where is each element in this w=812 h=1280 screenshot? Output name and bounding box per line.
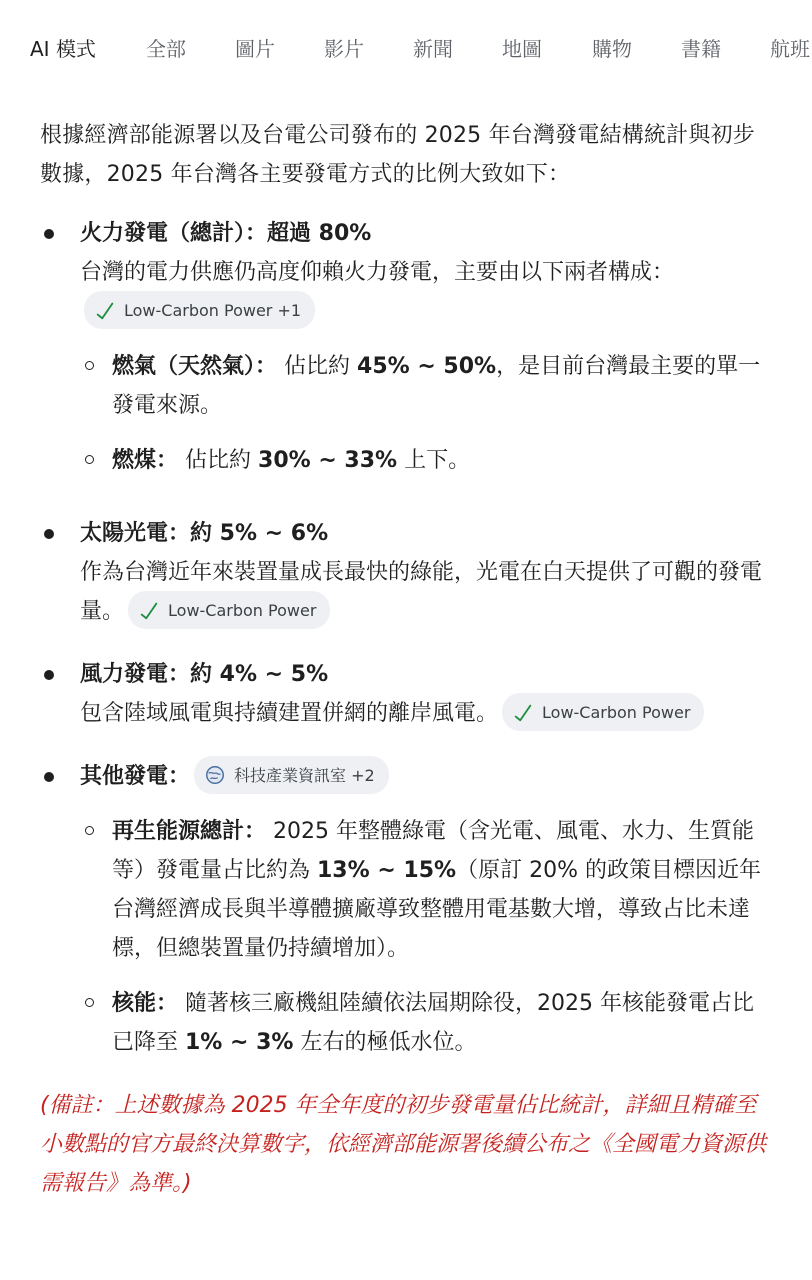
ai-answer [40, 116, 772, 1225]
source-chip[interactable] [502, 693, 704, 731]
tab-shopping[interactable]: 購物 [592, 37, 632, 61]
bullet-description [80, 253, 772, 331]
intro-paragraph: 根據經濟部能源署以及台電公司發布的 2025 年台灣發電結構統計與初步數據，2025 年台灣各主要發電方式的比例大致如下： [40, 123, 755, 187]
sub-item-text: 隨著核三廠機組陸續依法屆期除役，2025 年核能發電占比已降至 [112, 991, 754, 1055]
bullet-description [80, 553, 772, 631]
sub-item-text: 2025 年整體綠電（含光電、風電、水力、生質能等）發電量占比約為 [112, 819, 754, 883]
sub-item-label: 燃煤： [112, 448, 179, 473]
tab-maps[interactable]: 地圖 [502, 37, 542, 61]
sub-bullet-ring [85, 361, 94, 370]
bullet-other [40, 757, 772, 1062]
bullet-title: 風力發電：約 4% ~ 5% [80, 662, 329, 687]
sub-item-text: ，是目前台灣最主要的單一發電來源。 [112, 354, 761, 418]
bullet-dot [44, 229, 54, 239]
source-chip-label: 科技產業資訊室 +2 [234, 765, 375, 785]
tab-all[interactable]: 全部 [146, 37, 186, 61]
bullet-solar [40, 514, 772, 631]
sub-item-text: 佔比約 [277, 354, 358, 379]
bullet-title [80, 757, 772, 796]
source-chip-label: Low-Carbon Power [542, 702, 691, 722]
source-chip-label: Low-Carbon Power +1 [124, 300, 302, 320]
tab-ai-mode[interactable]: AI 模式 [30, 37, 96, 61]
footnote: (備註：上述數據為 2025 年全年度的初步發電量佔比統計，詳細且精確至小數點的官方最終決算數字，依經濟部能源署後續公布之《全國電力資源供需報告》為準。) [40, 1093, 767, 1196]
sub-item-value: 13% ~ 15% [317, 858, 457, 883]
tab-news[interactable]: 新聞 [413, 37, 453, 61]
sub-bullet-ring [85, 455, 94, 464]
tab-images[interactable]: 圖片 [235, 37, 275, 61]
tab-videos[interactable]: 影片 [324, 37, 364, 61]
bullet-dot [44, 670, 54, 680]
bullet-title-text: 其他發電： [80, 764, 191, 789]
bullet-dot [44, 529, 54, 539]
globe-icon [204, 764, 226, 786]
source-chip[interactable] [84, 291, 315, 329]
sub-item-coal [80, 441, 772, 480]
sub-item-text: （原訂 20% 的政策目標因近年台灣經濟成長與半導體擴廠導致整體用電基數大增，導致占比未達標，但總裝置量仍持續增加）。 [112, 858, 761, 961]
sub-bullet-ring [85, 826, 94, 835]
sub-item-text: 佔比約 [178, 448, 259, 473]
sub-item-value: 45% ~ 50% [357, 354, 497, 379]
bullet-title: 火力發電（總計）：超過 80% [80, 221, 372, 246]
check-icon [94, 299, 116, 321]
tab-books[interactable]: 書籍 [681, 37, 721, 61]
sub-item-value: 1% ~ 3% [185, 1030, 294, 1055]
sub-item-text: 左右的極低水位。 [293, 1030, 477, 1055]
bullet-description [80, 694, 772, 733]
sub-item-value: 30% ~ 33% [258, 448, 398, 473]
bullet-wind [40, 655, 772, 733]
description-text: 作為台灣近年來裝置量成長最快的綠能，光電在白天提供了可觀的發電量。 [80, 560, 763, 624]
check-icon [512, 701, 534, 723]
source-chip-label: Low-Carbon Power [168, 600, 317, 620]
tab-flights[interactable]: 航班 [770, 37, 810, 61]
sub-item-label: 再生能源總計： [112, 819, 267, 844]
description-text: 包含陸域風電與持續建置併網的離岸風電。 [80, 701, 499, 726]
check-icon [138, 599, 160, 621]
bullet-thermal [40, 214, 772, 480]
bullet-dot [44, 772, 54, 782]
source-chip[interactable] [128, 591, 330, 629]
source-chip[interactable] [194, 756, 389, 794]
sub-item-text: 上下。 [397, 448, 471, 473]
sub-item-label: 核能： [112, 991, 179, 1016]
search-tabs [0, 0, 812, 94]
sub-bullet-ring [85, 998, 94, 1007]
sub-item-nuclear [80, 984, 772, 1062]
sub-item-label: 燃氣（天然氣）： [112, 354, 278, 379]
description-text: 台灣的電力供應仍高度仰賴火力發電，主要由以下兩者構成： [80, 260, 675, 285]
sub-item-gas [80, 347, 772, 425]
bullet-title: 太陽光電：約 5% ~ 6% [80, 521, 329, 546]
sub-item-renewable [80, 812, 772, 968]
